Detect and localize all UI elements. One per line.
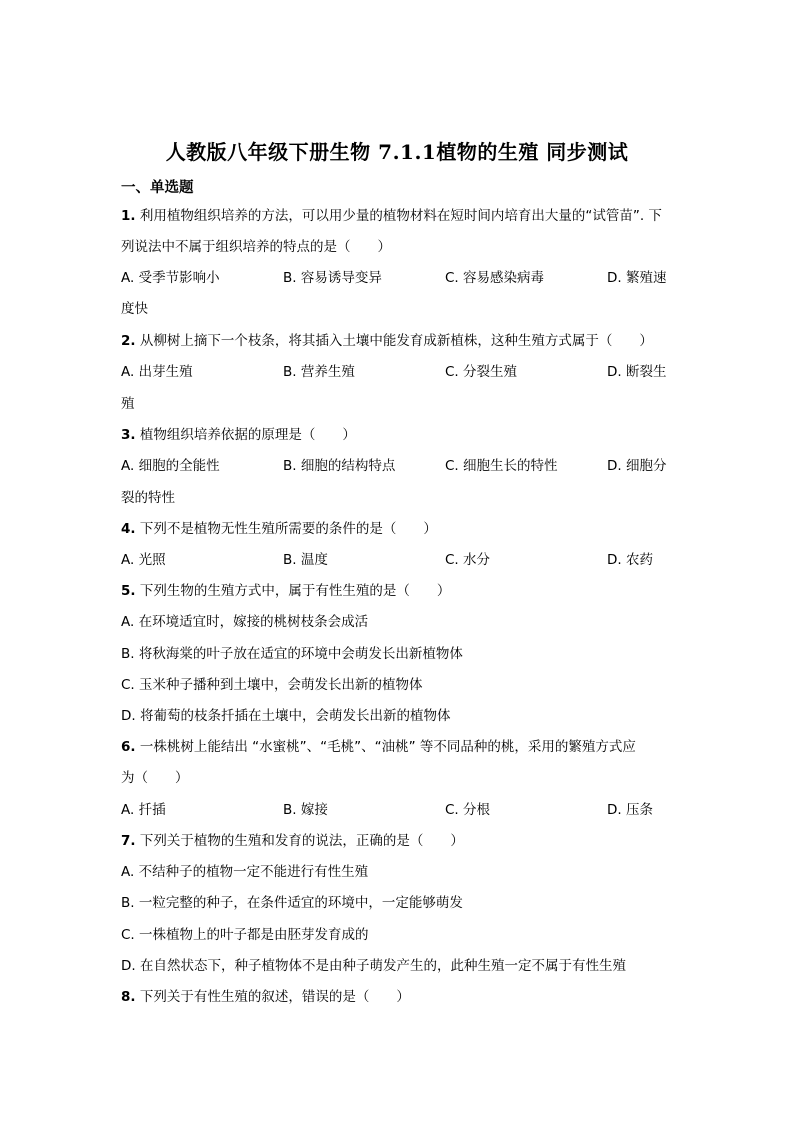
option-b: B. 将秋海棠的叶子放在适宜的环境中会萌发长出新植物体: [121, 646, 463, 662]
option-b: B. 细胞的结构特点: [283, 458, 396, 474]
question-text: 下列关于有性生殖的叙述，错误的是（ ）: [139, 989, 410, 1005]
option-b: B. 容易诱导变异: [283, 270, 382, 286]
question-text-cont: 列说法中不属于组织培养的特点的是（ ）: [121, 239, 391, 255]
option-b: B. 营养生殖: [283, 364, 355, 380]
option-c: C. 玉米种子播种到土壤中，会萌发长出新的植物体: [121, 677, 423, 693]
question-number: 7.: [121, 833, 136, 849]
question-5: [121, 582, 450, 600]
question-text: 从柳树上摘下一个枝条，将其插入土壤中能发育成新植株，这种生殖方式属于（ ）: [139, 333, 653, 349]
question-text: 下列不是植物无性生殖所需要的条件的是（ ）: [139, 521, 437, 537]
option-d-cont: 裂的特性: [121, 490, 175, 506]
question-text: 植物组织培养依据的原理是（ ）: [139, 427, 356, 443]
option-a: A. 细胞的全能性: [121, 458, 220, 474]
question-number: 1.: [121, 208, 136, 224]
question-6: [121, 738, 636, 756]
option-c: C. 水分: [445, 552, 491, 568]
question-7: [121, 832, 464, 850]
question-4: [121, 520, 437, 538]
option-b: B. 一粒完整的种子，在条件适宜的环境中，一定能够萌发: [121, 895, 463, 911]
option-c: C. 一株植物上的叶子都是由胚芽发育成的: [121, 927, 369, 943]
question-2: [121, 332, 653, 350]
option-d: D. 细胞分: [607, 458, 667, 474]
option-b: B. 嫁接: [283, 802, 328, 818]
option-c: C. 分裂生殖: [445, 364, 518, 380]
option-a: A. 不结种子的植物一定不能进行有性生殖: [121, 864, 369, 880]
option-a: A. 受季节影响小: [121, 270, 220, 286]
option-b: B. 温度: [283, 552, 328, 568]
question-number: 5.: [121, 583, 136, 599]
option-d: D. 压条: [607, 802, 653, 818]
option-d: D. 在自然状态下，种子植物体不是由种子萌发产生的，此种生殖一定不属于有性生殖: [121, 958, 626, 974]
question-number: 3.: [121, 427, 136, 443]
question-text: 一株桃树上能结出 “水蜜桃”、“毛桃”、“油桃” 等不同品种的桃，采用的繁殖方式应: [139, 739, 636, 755]
question-text: 下列生物的生殖方式中，属于有性生殖的是（ ）: [139, 583, 451, 599]
option-a: A. 出芽生殖: [121, 364, 193, 380]
option-d: D. 断裂生: [607, 364, 667, 380]
option-d-cont: 殖: [121, 396, 135, 412]
question-number: 2.: [121, 333, 136, 349]
option-d: D. 繁殖速: [607, 270, 667, 286]
question-text-cont: 为（ ）: [121, 770, 189, 786]
option-a: A. 光照: [121, 552, 166, 568]
question-number: 6.: [121, 739, 136, 755]
question-number: 4.: [121, 521, 136, 537]
question-text: 下列关于植物的生殖和发育的说法，正确的是（ ）: [139, 833, 464, 849]
option-a: A. 扦插: [121, 802, 166, 818]
option-c: C. 细胞生长的特性: [445, 458, 558, 474]
question-3: [121, 426, 356, 444]
question-1: [121, 207, 662, 225]
option-c: C. 分根: [445, 802, 491, 818]
option-d: D. 农药: [607, 552, 653, 568]
option-a: A. 在环境适宜时，嫁接的桃树枝条会成活: [121, 614, 369, 630]
question-number: 8.: [121, 989, 136, 1005]
option-c: C. 容易感染病毒: [445, 270, 545, 286]
question-8: [121, 988, 410, 1006]
option-d-cont: 度快: [121, 301, 148, 317]
section-heading: 一、单选题: [121, 180, 194, 196]
question-text: 利用植物组织培养的方法，可以用少量的植物材料在短时间内培育出大量的“试管苗”. 下: [139, 208, 662, 224]
option-d: D. 将葡萄的枝条扦插在土壤中，会萌发长出新的植物体: [121, 708, 451, 724]
page-title: 人教版八年级下册生物 7.1.1植物的生殖 同步测试: [165, 140, 629, 164]
